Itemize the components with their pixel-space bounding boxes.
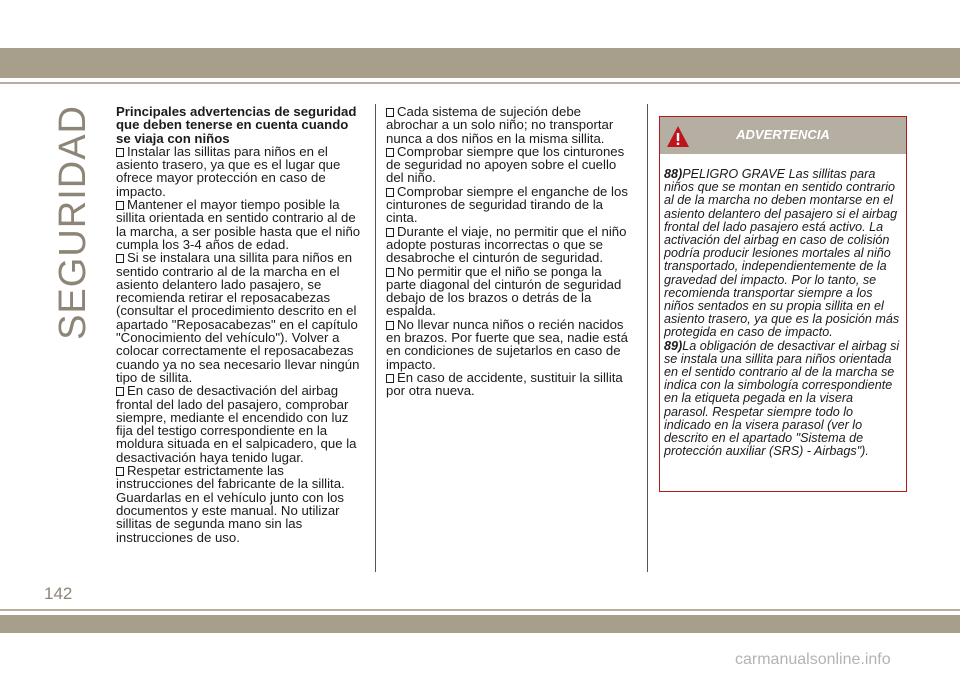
square-bullet-icon [116, 254, 124, 263]
column-divider [647, 104, 648, 572]
square-bullet-icon [386, 148, 394, 157]
square-bullet-icon [116, 201, 124, 210]
square-bullet-icon [116, 148, 124, 157]
section-title: SEGURIDAD [52, 105, 94, 340]
reference-number: 89) [664, 338, 683, 353]
warning-text: La obligación de desactivar el airbag si se instala una sillita para niños orientada en el sentido contrario al de la marcha se indica con la simbología correspondiente en la etiqueta pegada en la visera parasol. Respetar siempre todo lo indicado en la visera parasol (ver lo descrito en el apartado "Sistema de protección auxiliar (SRS) - Airbags"). [664, 338, 900, 459]
page-number: 142 [44, 584, 73, 603]
square-bullet-icon [116, 387, 124, 396]
list-item: Durante el viaje, no permitir que el niño adopte posturas incorrectas o que se desabroche el cinturón de seguridad. [386, 223, 627, 266]
list-item: Mantener el mayor tiempo posible la sillita orientada en sentido contrario al de la marcha, a ser posible hasta que el niño cumpla los 3-4 años de edad. [116, 197, 361, 252]
column-divider [375, 104, 376, 572]
square-bullet-icon [386, 374, 394, 383]
square-bullet-icon [386, 268, 394, 277]
top-band [0, 48, 960, 78]
square-bullet-icon [386, 108, 394, 117]
warning-title: ADVERTENCIA [736, 127, 830, 142]
list-item: No permitir que el niño se ponga la parte diagonal del cinturón de seguridad debajo de los brazos o detrás de la espalda. [386, 263, 622, 319]
list-item: No llevar nunca niños o recién nacidos en brazos. Por fuerte que sea, nadie está en condiciones de sujetarlos en caso de impacto. [386, 316, 628, 372]
warning-text: PELIGRO GRAVE Las sillitas para niños que se montan en sentido contrario al de la marcha no deben montarse en el asiento delantero del pasajero si el airbag frontal del lado pasajero está activo. La activación del airbag en caso de colisión podría producir lesiones mortales al niño transportado, independientemente de la gravedad del impacto. Por lo tanto, se recomienda transportar siempre a los niños sentados en su propia sillita en el asiento trasero, ya que es la posición más protegida en caso de impacto. [664, 167, 900, 340]
warning-header [660, 117, 906, 154]
list-item: Instalar las sillitas para niños en el asiento trasero, ya que es el lugar que ofrece mayor protección en caso de impacto. [116, 143, 341, 199]
warning-entry [664, 168, 900, 340]
square-bullet-icon [386, 188, 394, 197]
watermark: carmanualsonline.info [735, 651, 891, 668]
warning-box [659, 116, 907, 492]
column-left [116, 105, 362, 544]
list-item: En caso de accidente, sustituir la sillita por otra nueva. [386, 369, 623, 399]
warning-body [660, 154, 906, 458]
list-item: Cada sistema de sujeción debe abrochar a un solo niño; no transportar nunca a dos niños en la misma sillita. [386, 104, 614, 146]
top-rule [0, 82, 960, 84]
list-item: Si se instalara una sillita para niños en sentido contrario al de la marcha en el asiento delantero lado pasajero, se recomienda retirar el reposacabezas (consultar el procedimiento descrito en el apartado "Reposacabezas" en el capítulo "Conocimiento del vehículo"). Volver a colocar correctamente el reposacabezas cuando ya no sea necesario llevar ningún tipo de sillita. [116, 250, 360, 385]
list-item: En caso de desactivación del airbag frontal del lado del pasajero, comprobar siempre, mediante el encendido con luz fija del testigo correspondiente en la moldura situada en el salpicadero, que la desactivación haya tenido lugar. [116, 383, 357, 465]
square-bullet-icon [116, 467, 124, 476]
square-bullet-icon [386, 321, 394, 330]
reference-number: 88) [664, 167, 683, 181]
warning-entry [664, 340, 900, 459]
list-item: Comprobar siempre que los cinturones de seguridad no apoyen sobre el cuello del niño. [386, 143, 625, 186]
list-item: Respetar estrictamente las instrucciones del fabricante de la sillita. Guardarlas en el vehículo junto con los documentos y este manual. No utilizar sillitas de segunda mano sin las instrucciones de uso. [116, 463, 345, 545]
square-bullet-icon [386, 228, 394, 237]
bottom-band [0, 615, 960, 633]
column-middle [386, 105, 634, 398]
list-item: Comprobar siempre el enganche de los cinturones de seguridad tirando de la cinta. [386, 183, 628, 226]
bottom-rule [0, 609, 960, 611]
section-heading: Principales advertencias de seguridad que deben tenerse en cuenta cuando se viaja con niños [116, 104, 357, 146]
